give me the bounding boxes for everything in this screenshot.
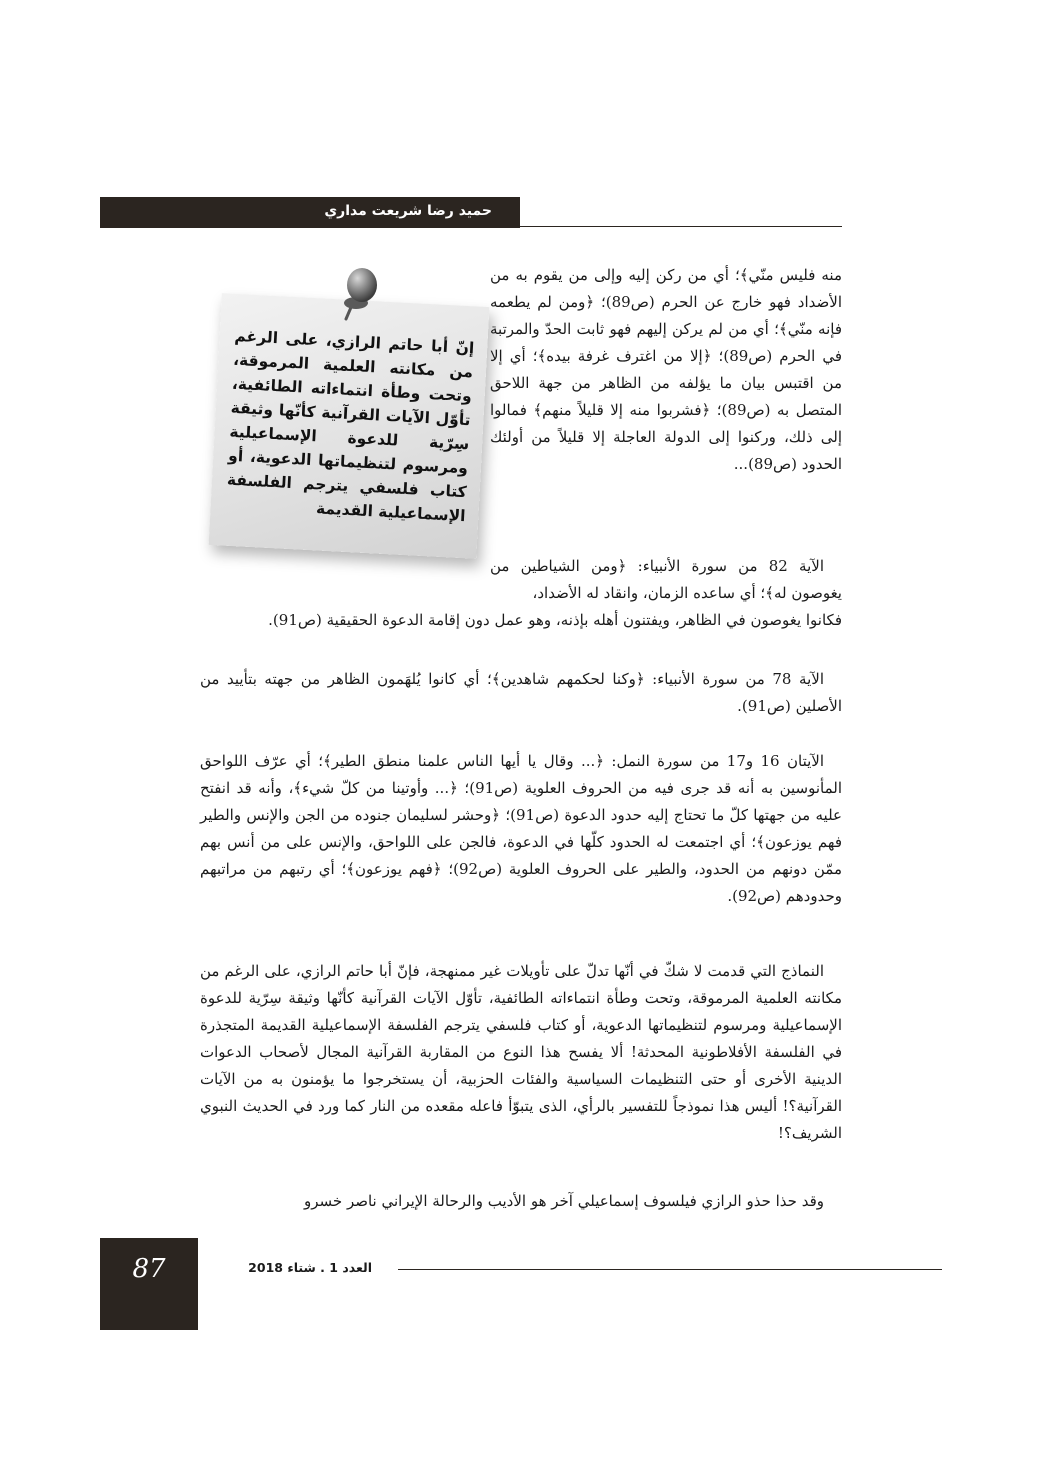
paragraph-6: وقد حذا حذو الرازي فيلسوف إسماعيلي آخر هو الأديب والرحالة الإيراني ناصر خسرو [304,1192,824,1210]
paragraph-2-end: فكانوا يغوصون في الظاهر، ويفتنون أهله بإذنه، وهو عمل دون إقامة الدعوة الحقيقية (ص91). [268,611,842,629]
header-rule [520,226,842,227]
issue-label: العدد 1 . شتاء 2018 [248,1260,372,1275]
footer-rule [398,1269,942,1270]
paragraph-5: النماذج التي قدمت لا شكّ في أنّها تدلّ على تأويلات غير ممنهجة، فإنّ أبا حاتم الرازي، على الرغم من مكانته العلمية المرموقة، وتحت وطأة انتماءاته الطائفية، تأوّل الآيات القرآنية كأنّها وثيقة سِرّية للدعوة الإسماعيلية ومرسوم لتنظيماتها الدعوية، أو كتاب فلسفي يترجم الفلسفة الإسماعيلية القديمة المتجذرة في الفلسفة الأفلاطونية المحدثة! ألا يفسح هذا النوع من المقاربة القرآنية المجال لأصحاب الدعوات الدينية الأخرى أو حتى التنظيمات السياسية والفئات الحزبية، أن يستخرجوا ما يؤمنون به من الآيات القرآنية؟! أليس هذا نموذجاً للتفسير بالرأي، الذى يتبوّأ فاعله مقعده من النار كما ورد في الحديث النبوي الشريف؟! [200,962,842,1142]
pull-quote-text: إنّ أبا حاتم الرازي، على الرغم من مكانته العلمية المرموقة، وتحت وطأة انتماءاته الطائفية، تأوّل الآيات القرآنية كأنّها وثيقة سِرّية للدعوة الإسماعيلية ومرسوم لتنظيماتها الدعوية، أو كتاب فلسفي يترجم الفلسفة الإسماعيلية القديمة [226,326,475,526]
page-number: 87 [132,1254,166,1284]
running-header-bar [100,197,520,228]
page-number-box [100,1238,198,1330]
paragraph-3: الآية 78 من سورة الأنبياء: ﴿وكنا لحكمهم شاهدين﴾؛ أي كانوا يُلهَمون الظاهر من جهته بتأييد من الأصلين (ص91). [200,670,842,715]
paragraph-2-start: الآية 82 من سورة الأنبياء: ﴿ومن الشياطين من يغوصون له﴾؛ أي ساعده الزمان، وانقاد له الأضداد، [490,557,842,602]
pushpin-icon [338,265,386,321]
running-header-author: حميد رضا شريعت مداري [324,203,492,219]
paragraph-1: منه فليس منّي﴾؛ أي من ركن إليه وإلى من يقوم به من الأضداد فهو خارج عن الحرم (ص89)؛ ﴿ومن لم يطعمه فإنه منّي﴾؛ أي من لم يركن إليهم فهو ثابت الحدّ والمرتبة في الحرم (ص89)؛ ﴿إلا من اغترف غرفة بيده﴾؛ أي إلا من اقتبس بيان ما يؤلفه من الظاهر من جهة اللاحق المتصل به (ص89)؛ ﴿فشربوا منه إلا قليلاً منهم﴾ فمالوا إلى ذلك، وركنوا إلى الدولة العاجلة إلا قليلاً من أولئك الحدود (ص89)... [490,266,843,473]
paragraph-4: الآيتان 16 و17 من سورة النمل: ﴿... وقال يا أيها الناس علمنا منطق الطير﴾؛ أي عرّف اللواحق المأنوسين به أنه قد جرى فيه من الحروف العلوية (ص91)؛ ﴿... وأوتينا من كلّ شيء﴾، وأنه قد انفتح عليه من جهتها كلّ ما تحتاج إليه حدود الدعوة (ص91)؛ ﴿وحشر لسليمان جنوده من الجن والإنس والطير فهم يوزعون﴾؛ أي اجتمعت له الحدود كلّها في الدعوة، فالجن على اللواحق، والإنس على من أنس بهم ممّن دونهم من الحدود، والطير على الحروف العلوية (ص92)؛ ﴿فهم يوزعون﴾؛ أي رتبهم من مراتبهم وحدودهم (ص92). [200,752,843,905]
